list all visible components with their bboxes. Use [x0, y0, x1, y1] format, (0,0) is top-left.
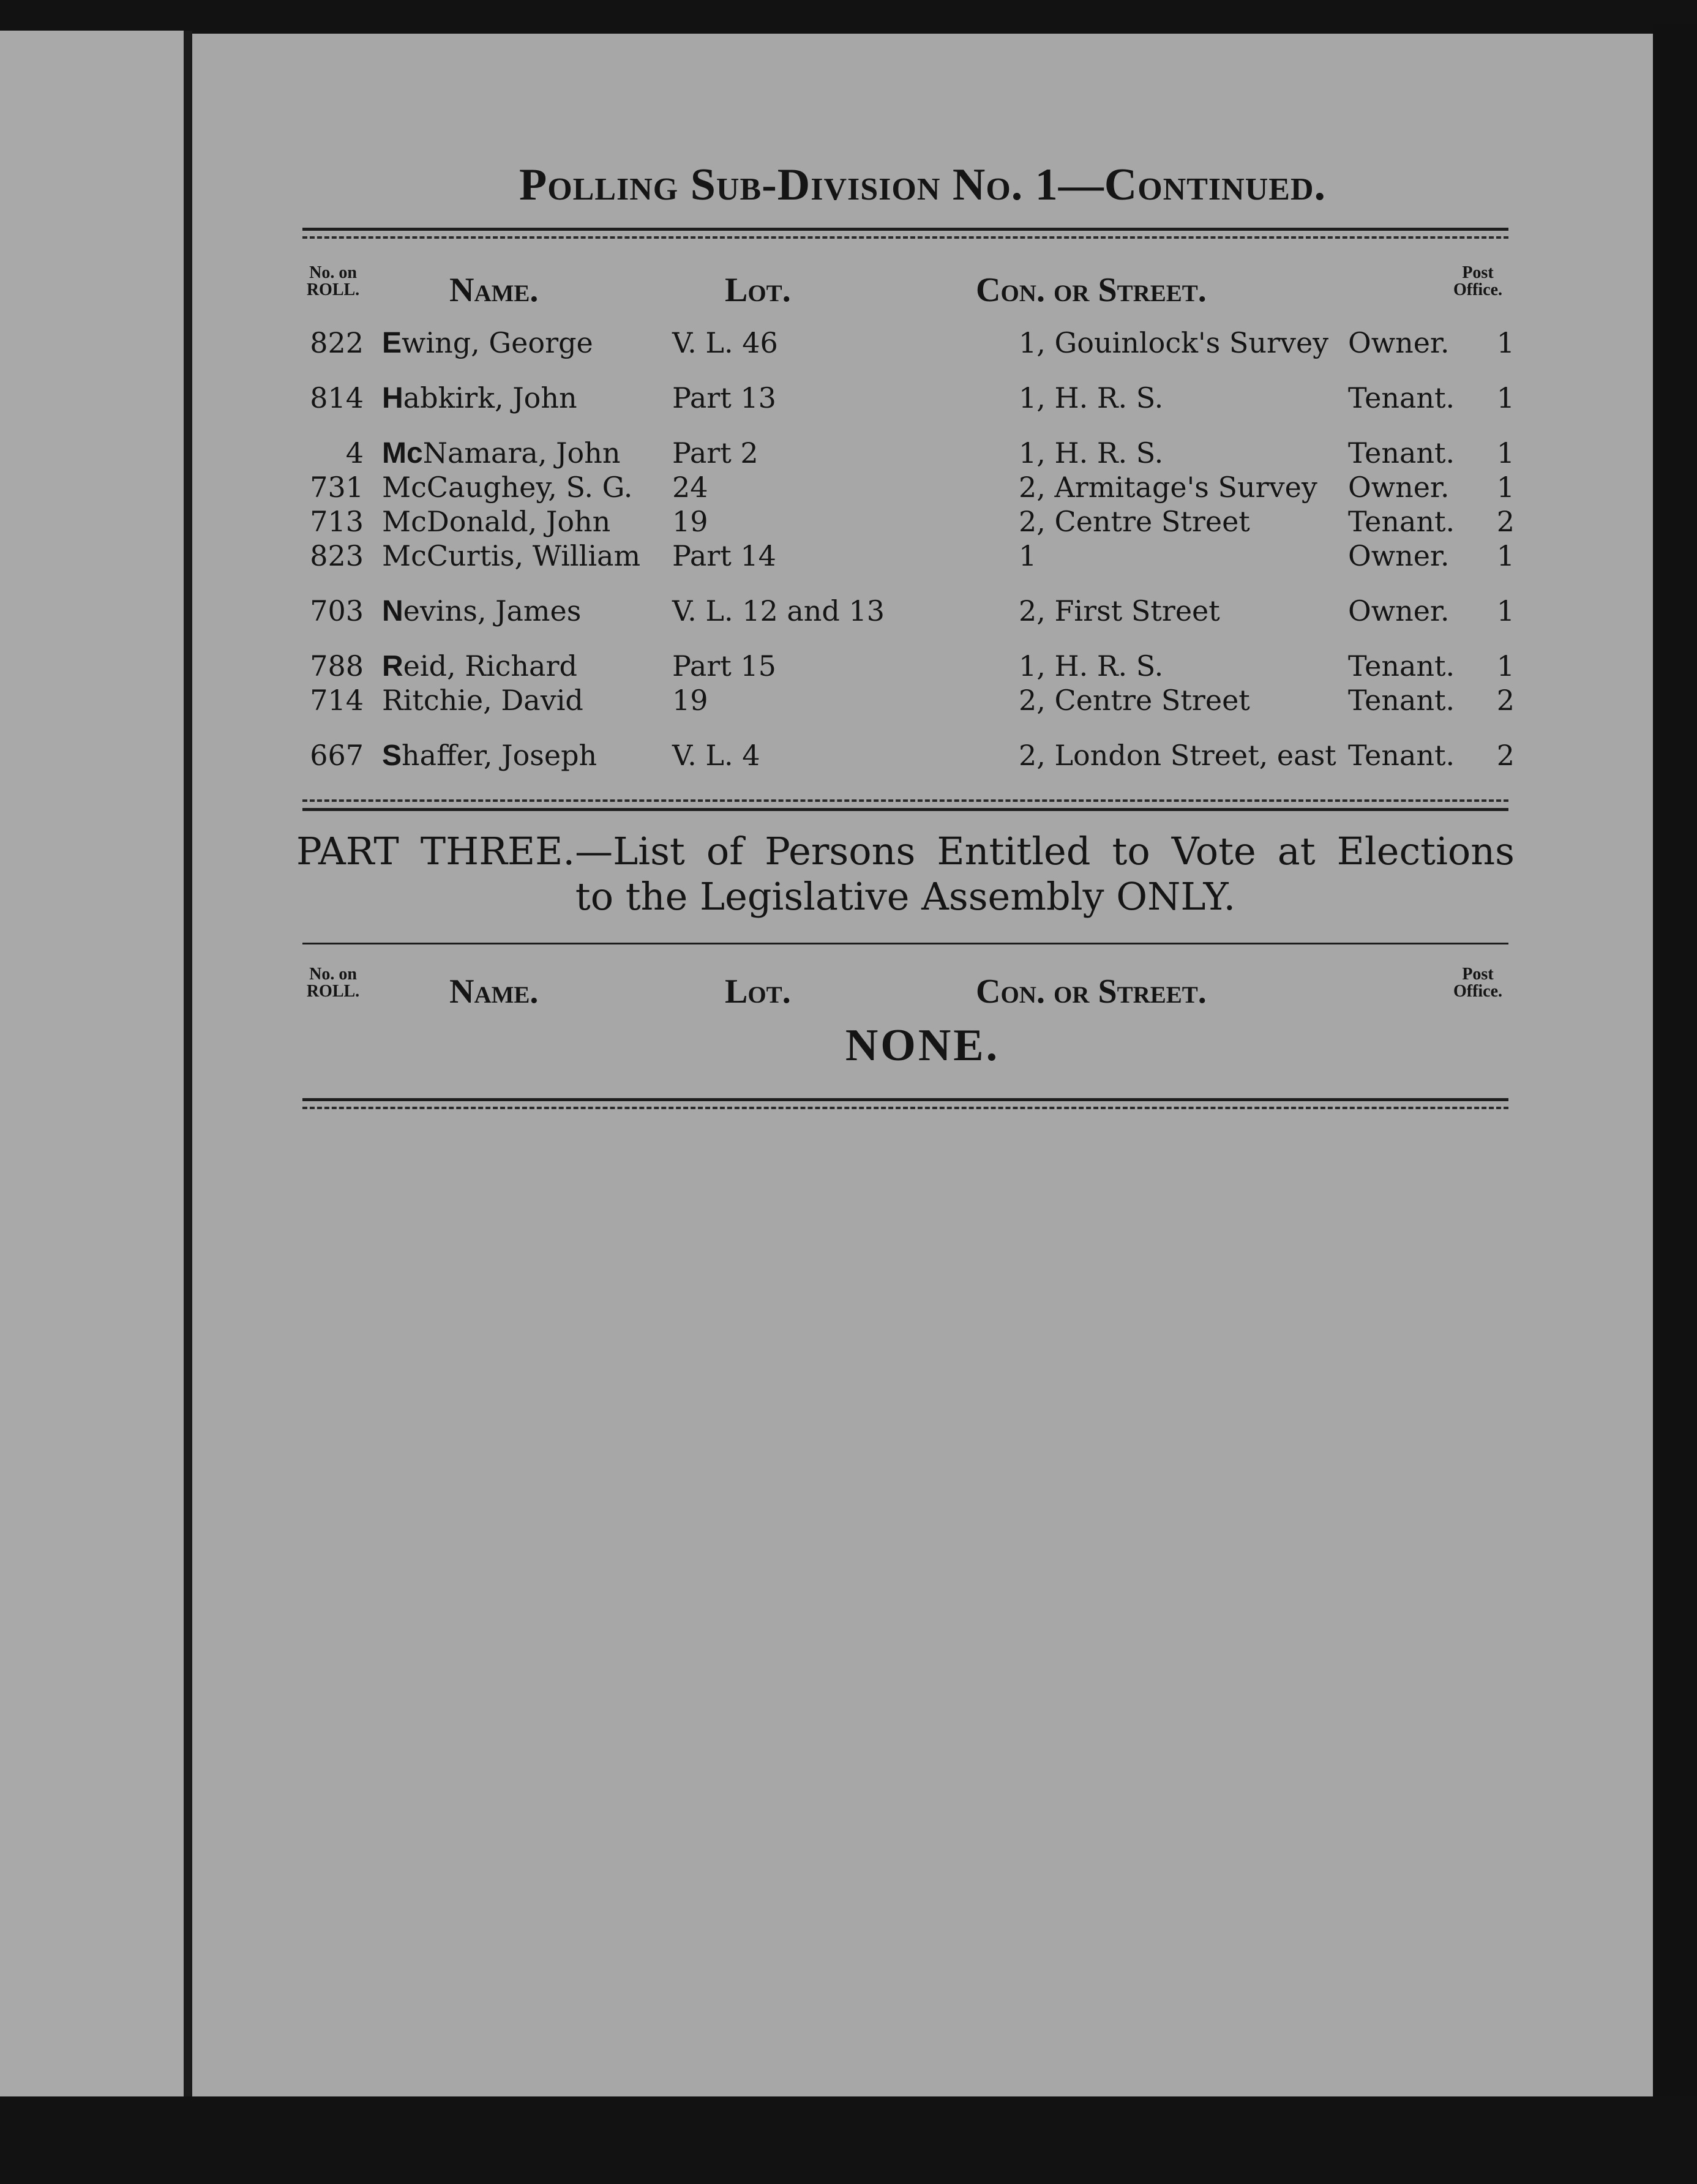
header-roll-line2: ROLL.	[306, 280, 360, 299]
part-three-line2: to the Legislative Assembly ONLY.	[575, 874, 1236, 919]
table-row	[296, 539, 1515, 573]
lot: V. L. 4	[672, 739, 760, 772]
name-rest: wing, George	[402, 326, 593, 359]
roll-number: 714	[310, 684, 364, 717]
con-or-street: 2, Centre Street	[1019, 505, 1250, 538]
section-rule-dashed	[302, 799, 1508, 802]
table-row	[296, 381, 1515, 415]
voter-name	[382, 381, 577, 416]
section-rule	[302, 808, 1508, 811]
roll-number: 814	[310, 381, 364, 414]
facing-page-edge	[0, 31, 184, 2136]
scan-border-top	[0, 0, 1697, 34]
lot: Part 14	[672, 539, 776, 572]
scan-border-right	[1653, 24, 1697, 2136]
tenure: Tenant.	[1348, 436, 1455, 469]
scan-border-bottom	[0, 2096, 1697, 2184]
header-roll	[296, 264, 370, 299]
roll-number: 822	[310, 326, 364, 359]
surname-initial: H	[382, 382, 403, 414]
post-office: 2	[1496, 739, 1515, 772]
name-rest: McCaughey, S. G.	[382, 471, 633, 504]
con-or-street: 2, London Street, east	[1019, 739, 1336, 772]
surname-initial: R	[382, 650, 403, 682]
tenure: Tenant.	[1348, 684, 1455, 717]
table-row	[296, 594, 1515, 628]
header-post-office-2	[1441, 966, 1515, 1000]
tenure: Owner.	[1348, 594, 1450, 627]
con-or-street: 1, H. R. S.	[1019, 649, 1164, 682]
voter-name	[382, 649, 577, 684]
lot: V. L. 12 and 13	[672, 594, 885, 627]
post-office: 1	[1496, 649, 1515, 682]
voter-name	[382, 326, 593, 361]
header-con-or-street-2: Con. or Street.	[976, 973, 1207, 1011]
header-post-line2: Office.	[1453, 280, 1503, 299]
none-notice: NONE.	[845, 1020, 1000, 1071]
part-three-heading	[296, 829, 1515, 919]
post-office: 2	[1496, 505, 1515, 538]
part-three-rule	[302, 943, 1508, 944]
name-rest: Ritchie, David	[382, 684, 583, 717]
tenure: Tenant.	[1348, 649, 1455, 682]
lot: Part 15	[672, 649, 776, 682]
name-rest: abkirk, John	[403, 381, 577, 414]
name-rest: evins, James	[403, 594, 582, 627]
tenure: Tenant.	[1348, 739, 1455, 772]
post-office: 1	[1496, 381, 1515, 414]
binding-fold	[184, 31, 192, 2136]
voter-name	[382, 683, 583, 718]
con-or-street: 1, Gouinlock's Survey	[1019, 326, 1329, 359]
voter-name	[382, 738, 597, 773]
lot: 19	[672, 684, 708, 717]
tenure: Tenant.	[1348, 381, 1455, 414]
table-row	[296, 470, 1515, 504]
title-rule	[302, 228, 1508, 231]
roll-number: 667	[310, 739, 364, 772]
voter-name	[382, 436, 620, 471]
tenure: Tenant.	[1348, 505, 1455, 538]
post-office: 1	[1496, 326, 1515, 359]
surname-initial: N	[382, 595, 403, 627]
name-rest: haffer, Joseph	[402, 739, 598, 772]
roll-number: 4	[345, 436, 364, 469]
header-roll-2	[296, 966, 370, 1000]
header-post-line2-2: Office.	[1453, 982, 1503, 1001]
title-rule-dashed	[302, 236, 1508, 239]
header-post-office	[1441, 264, 1515, 299]
surname-initial: E	[382, 327, 402, 359]
name-rest: Namara, John	[422, 436, 621, 469]
lot: V. L. 46	[672, 326, 778, 359]
part-three-table-header	[296, 966, 1515, 1021]
post-office: 1	[1496, 594, 1515, 627]
voter-name	[382, 470, 632, 505]
header-roll-line1: No. on	[309, 263, 357, 282]
roll-number: 823	[310, 539, 364, 572]
header-name: Name.	[449, 271, 539, 309]
table-row	[296, 683, 1515, 717]
header-lot-2: Lot.	[725, 973, 791, 1011]
table-row	[296, 436, 1515, 470]
surname-initial: S	[382, 739, 402, 772]
header-roll-line2-2: ROLL.	[306, 982, 360, 1001]
roll-number: 788	[310, 649, 364, 682]
con-or-street: 2, Armitage's Survey	[1019, 471, 1317, 504]
post-office: 1	[1496, 539, 1515, 572]
tenure: Owner.	[1348, 326, 1450, 359]
tenure: Owner.	[1348, 471, 1450, 504]
con-or-street: 2, First Street	[1019, 594, 1220, 627]
closing-rule	[302, 1098, 1508, 1101]
voter-name	[382, 594, 581, 629]
post-office: 2	[1496, 684, 1515, 717]
header-con-or-street: Con. or Street.	[976, 271, 1207, 309]
post-office: 1	[1496, 471, 1515, 504]
table-row	[296, 738, 1515, 772]
lot: 24	[672, 471, 708, 504]
lot: Part 13	[672, 381, 776, 414]
header-roll-line1-2: No. on	[309, 965, 357, 984]
table-header	[296, 264, 1515, 320]
voter-name	[382, 504, 610, 539]
table-row	[296, 504, 1515, 539]
surname-initial: Mc	[382, 437, 423, 469]
lot: Part 2	[672, 436, 759, 469]
roll-number: 703	[310, 594, 364, 627]
header-post-line1: Post	[1462, 263, 1494, 282]
post-office: 1	[1496, 436, 1515, 469]
closing-rule-dashed	[302, 1107, 1508, 1109]
table-row	[296, 326, 1515, 360]
con-or-street: 2, Centre Street	[1019, 684, 1250, 717]
page-title: Polling Sub-Division No. 1—Continued.	[519, 160, 1326, 210]
name-rest: McDonald, John	[382, 505, 611, 538]
con-or-street: 1	[1019, 539, 1037, 572]
header-post-line1-2: Post	[1462, 965, 1494, 984]
roll-number: 713	[310, 505, 364, 538]
con-or-street: 1, H. R. S.	[1019, 436, 1164, 469]
voter-name	[382, 539, 640, 574]
con-or-street: 1, H. R. S.	[1019, 381, 1164, 414]
lot: 19	[672, 505, 708, 538]
name-rest: McCurtis, William	[382, 539, 641, 572]
table-row	[296, 649, 1515, 683]
name-rest: eid, Richard	[403, 649, 577, 682]
part-three-line1: PART THREE.—List of Persons Entitled to Vote at Elections	[296, 829, 1515, 873]
header-name-2: Name.	[449, 973, 539, 1011]
tenure: Owner.	[1348, 539, 1450, 572]
roll-number: 731	[310, 471, 364, 504]
header-lot: Lot.	[725, 271, 791, 309]
